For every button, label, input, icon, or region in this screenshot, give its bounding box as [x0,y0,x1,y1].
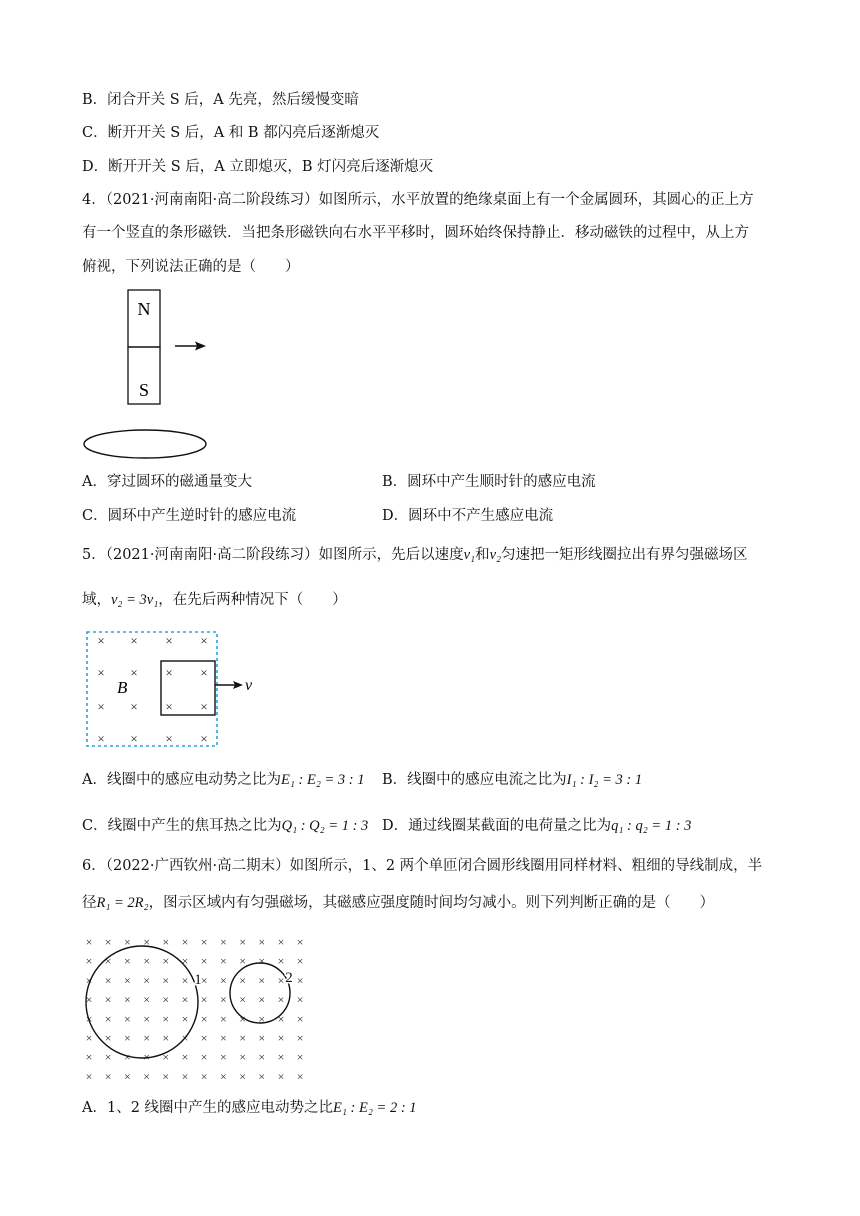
field-cross-mark: × [258,1011,266,1026]
q5-option-d [382,816,691,836]
q5-stem-line-2 [82,590,347,610]
field-cross-mark: × [239,935,246,949]
q4-stem-line-3: 俯视，下列说法正确的是（ ） [82,259,300,275]
field-cross-mark: × [143,992,150,1007]
field-cross-mark: × [85,1031,93,1045]
field-cross-mark: × [296,1069,304,1080]
q4-option-a: A．穿过圆环的磁通量变大 [82,474,252,490]
q5-figure [80,625,280,755]
field-cross-mark: × [124,1050,131,1065]
field-cross-mark: × [104,954,112,969]
magnet-s-label: S [138,380,150,400]
field-cross-mark: × [124,1031,131,1045]
field-cross-mark: × [162,954,170,969]
q4-figure [75,285,225,465]
field-cross-mark: × [104,1050,112,1065]
field-cross-mark: × [85,935,93,949]
q6-radius-relation: R₁ = 2R₂ [96,895,149,911]
field-cross-mark: × [220,1069,227,1080]
field-cross-mark: × [124,935,131,949]
field-cross-mark: × [181,935,189,949]
field-cross-mark: × [130,665,138,680]
field-b-label: B [117,678,128,697]
field-cross-mark: × [200,1031,208,1045]
q4-option-c: C．圆环中产生逆时针的感应电流 [82,508,297,524]
field-cross-mark: × [277,1069,285,1080]
q6-stem-text-a: 径 [82,895,97,911]
velocity-v-label: v [245,677,253,694]
field-cross-mark: × [220,935,227,949]
q5-option-a-eq: E₁ : E₂ = 3 : 1 [280,772,365,788]
field-cross-mark: × [258,1050,266,1065]
field-cross-mark: × [277,1011,285,1026]
field-cross-mark: × [258,935,266,949]
field-cross-mark: × [296,935,304,949]
q5-option-d-eq: q₁ : q₂ = 1 : 3 [611,818,692,834]
q5-option-b-text: B．线圈中的感应电流之比为 [382,772,567,788]
field-cross-mark: × [239,1031,246,1045]
q6-figure [80,930,315,1080]
q6-stem-line-2 [82,893,714,913]
field-cross-mark: × [165,699,173,714]
field-cross-mark: × [85,992,93,1007]
field-cross-mark: × [165,633,173,648]
field-cross-mark: × [143,1031,150,1045]
q5-option-c [82,816,368,836]
field-cross-mark: × [162,1031,170,1045]
field-cross-mark: × [277,935,285,949]
field-cross-mark: × [220,992,227,1007]
q4-option-b: B．圆环中产生顺时针的感应电流 [382,474,596,490]
q6-option-a [82,1098,417,1118]
field-cross-mark: × [124,1069,131,1080]
field-cross-mark: × [258,1069,266,1080]
q5-v2: v₂ [489,547,502,563]
field-cross-mark: × [258,973,266,988]
field-cross-mark: × [165,731,173,746]
field-cross-mark: × [220,1011,227,1026]
field-cross-mark: × [200,1069,208,1080]
field-cross-mark: × [277,1031,285,1045]
field-cross-mark: × [200,699,208,714]
q4-stem-line-1: 4．（2021·河南南阳·高二阶段练习）如图所示，水平放置的绝缘桌面上有一个金属圆环，其圆心的正上方 [82,192,754,208]
q5-option-c-text: C．线圈中产生的焦耳热之比为 [82,818,282,834]
q4-stem-line-2: 有一个竖直的条形磁铁．当把条形磁铁向右水平平移时，圆环始终保持静止．移动磁铁的过程中，从上方 [82,225,749,241]
field-cross-mark: × [143,935,150,949]
field-cross-mark: × [143,954,150,969]
field-cross-mark: × [200,973,208,988]
field-cross-mark: × [277,992,285,1007]
field-cross-mark: × [296,973,304,988]
q4-option-d: D．圆环中不产生感应电流 [382,508,554,524]
field-cross-mark: × [296,954,304,969]
field-cross-mark: × [258,954,266,969]
field-cross-mark: × [258,992,266,1007]
field-cross-mark: × [296,1050,304,1065]
coil-1-label: 1 [194,972,202,988]
q6-stem-text-b: ，图示区域内有匀强磁场，其磁感应强度随时间均匀减小。则下列判断正确的是（ ） [148,895,715,911]
field-cross-mark: × [239,1069,246,1080]
field-cross-mark: × [104,1069,112,1080]
field-cross-mark: × [220,1031,227,1045]
field-cross-mark: × [143,973,150,988]
q5-stem-line-1 [82,545,748,565]
field-cross-mark: × [124,973,131,988]
field-cross-mark: × [143,1011,150,1026]
q3-option-b: B．闭合开关 S 后，A 先亮，然后缓慢变暗 [82,92,359,108]
field-cross-mark: × [239,1050,246,1065]
field-cross-mark: × [130,699,138,714]
field-cross-mark: × [85,1011,93,1026]
q5-stem-text-b: 和 [475,547,490,563]
field-cross-mark: × [162,1011,170,1026]
field-cross-mark: × [165,665,173,680]
field-cross-mark: × [124,992,131,1007]
field-cross-mark: × [97,699,105,714]
field-cross-mark: × [162,973,170,988]
field-cross-mark: × [162,935,170,949]
field-cross-mark: × [181,1069,189,1080]
field-cross-mark: × [162,992,170,1007]
field-cross-mark: × [85,973,93,988]
field-cross-mark: × [181,1011,189,1026]
field-cross-mark: × [239,992,246,1007]
field-cross-mark: × [200,1050,208,1065]
q5-stem-text-a: 5．（2021·河南南阳·高二阶段练习）如图所示，先后以速度 [82,547,464,563]
field-cross-mark: × [277,954,285,969]
field-cross-mark: × [277,1050,285,1065]
field-cross-mark: × [258,1031,266,1045]
q5-v1: v₁ [463,547,476,563]
field-cross-mark: × [162,1069,170,1080]
field-cross-mark: × [143,1069,150,1080]
q5-stem-text-c: 匀速把一矩形线圈拉出有界匀强磁场区 [501,547,748,563]
magnetic-field-region [87,632,217,746]
field-cross-mark: × [85,1050,93,1065]
coil-2-label: 2 [285,970,293,986]
field-cross-mark: × [296,1031,304,1045]
metal-ring [84,430,206,458]
field-cross-mark: × [181,992,189,1007]
q6-option-a-eq: E₁ : E₂ = 2 : 1 [333,1100,417,1116]
q5-option-b-eq: I₁ : I₂ = 3 : 1 [566,772,643,788]
field-cross-mark: × [200,954,208,969]
field-cross-mark: × [200,935,208,949]
field-cross-mark: × [130,731,138,746]
q5-option-d-text: D．通过线圈某截面的电荷量之比为 [382,818,612,834]
q3-option-d: D．断开开关 S 后，A 立即熄灭，B 灯闪亮后逐渐熄灭 [82,159,434,175]
field-cross-mark: × [130,633,138,648]
field-cross-mark: × [200,665,208,680]
field-cross-mark: × [104,992,112,1007]
field-cross-mark: × [200,992,208,1007]
field-cross-mark: × [143,1050,150,1065]
field-cross-mark: × [97,731,105,746]
field-cross-mark: × [97,665,105,680]
field-cross-mark: × [104,973,112,988]
field-cross-mark: × [181,1050,189,1065]
field-cross-mark: × [220,1050,227,1065]
q5-stem-text-d: 域， [82,592,111,608]
magnet-n-label: N [137,299,151,319]
field-cross-mark: × [200,1011,208,1026]
field-cross-mark: × [85,1069,93,1080]
field-cross-mark: × [239,1011,246,1026]
q5-option-c-eq: Q₁ : Q₂ = 1 : 3 [281,818,369,834]
field-cross-mark: × [200,731,208,746]
field-cross-mark: × [162,1050,170,1065]
field-cross-mark: × [85,954,93,969]
field-cross-mark: × [239,973,246,988]
q6-option-a-text: A．1、2 线圈中产生的感应电动势之比 [82,1100,334,1116]
field-cross-mark: × [220,973,227,988]
field-cross-mark: × [181,954,189,969]
field-cross-mark: × [124,1011,131,1026]
field-cross-mark: × [239,954,246,969]
field-cross-mark: × [104,935,112,949]
q5-option-a [82,770,364,790]
field-cross-mark: × [296,992,304,1007]
q5-velocity-relation: v₂ = 3v₁ [111,592,159,608]
field-cross-mark: × [181,973,189,988]
field-cross-mark: × [124,954,131,969]
q6-stem-line-1: 6．（2022·广西钦州·高二期末）如图所示，1、2 两个单匝闭合圆形线圈用同样材料、粗细的导线制成，半 [82,858,763,874]
field-cross-mark: × [220,954,227,969]
field-cross-mark: × [277,973,285,988]
field-cross-mark: × [181,1031,189,1045]
field-cross-mark: × [97,633,105,648]
field-cross-mark: × [296,1011,304,1026]
field-cross-mark: × [104,1031,112,1045]
field-cross-mark: × [104,1011,112,1026]
field-cross-mark: × [200,633,208,648]
q5-stem-text-e: ，在先后两种情况下（ ） [158,592,347,608]
q3-option-c: C．断开开关 S 后，A 和 B 都闪亮后逐渐熄灭 [82,125,380,141]
q5-option-a-text: A．线圈中的感应电动势之比为 [82,772,281,788]
q5-option-b [382,770,642,790]
